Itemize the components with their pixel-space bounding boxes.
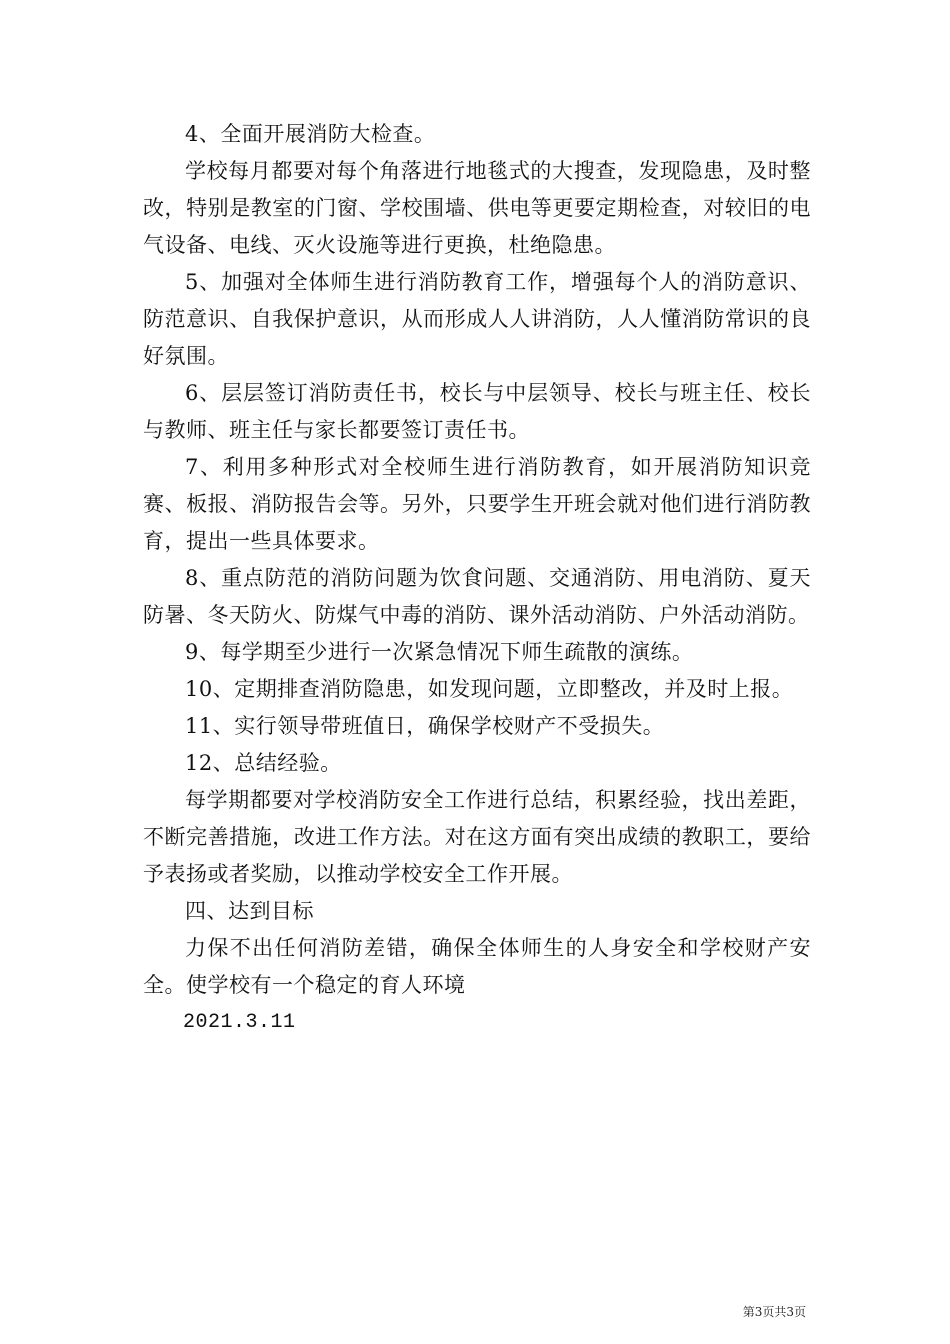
paragraph-item-10: 10、定期排查消防隐患，如发现问题，立即整改，并及时上报。 [185,677,794,701]
paragraph-item-7: 7、利用多种形式对全校师生进行消防教育，如开展消防知识竞赛、板报、消防报告会等。另外，只要学生开班会就对他们进行消防教育，提出一些具体要求。 [143,455,811,553]
paragraph-item-6: 6、层层签订消防责任书，校长与中层领导、校长与班主任、校长与教师、班主任与家长都要签订责任书。 [143,381,811,442]
paragraph-item-11: 11、实行领导带班值日，确保学校财产不受损失。 [185,714,665,738]
paragraph-item-12: 12、总结经验。 [185,751,342,775]
paragraph-goals-detail: 力保不出任何消防差错，确保全体师生的人身安全和学校财产安全。使学校有一个稳定的育人环境 [143,936,811,997]
document-body [143,116,811,1041]
paragraph-summary-detail: 每学期都要对学校消防安全工作进行总结，积累经验，找出差距，不断完善措施，改进工作方法。对在这方面有突出成绩的教职工，要给予表扬或者奖励，以推动学校安全工作开展。 [143,788,811,886]
paragraph-item-9: 9、每学期至少进行一次紧急情况下师生疏散的演练。 [185,640,694,664]
page-number-footer: 第3页共3页 [742,1305,806,1319]
paragraph-item-8: 8、重点防范的消防问题为饮食问题、交通消防、用电消防、夏天防暑、冬天防火、防煤气中毒的消防、课外活动消防、户外活动消防。 [143,566,811,627]
paragraph-inspection-detail: 学校每月都要对每个角落进行地毯式的大搜查，发现隐患，及时整改，特别是教室的门窗、学校围墙、供电等更要定期检查，对较旧的电气设备、电线、灭火设施等进行更换，杜绝隐患。 [143,159,811,257]
paragraph-item-5: 5、加强对全体师生进行消防教育工作，增强每个人的消防意识、防范意识、自我保护意识，从而形成人人讲消防，人人懂消防常识的良好氛围。 [143,270,811,368]
section-heading-goals: 四、达到目标 [185,899,314,923]
paragraph-item-4: 4、全面开展消防大检查。 [185,122,436,146]
document-date: 2021.3.11 [183,1011,296,1034]
